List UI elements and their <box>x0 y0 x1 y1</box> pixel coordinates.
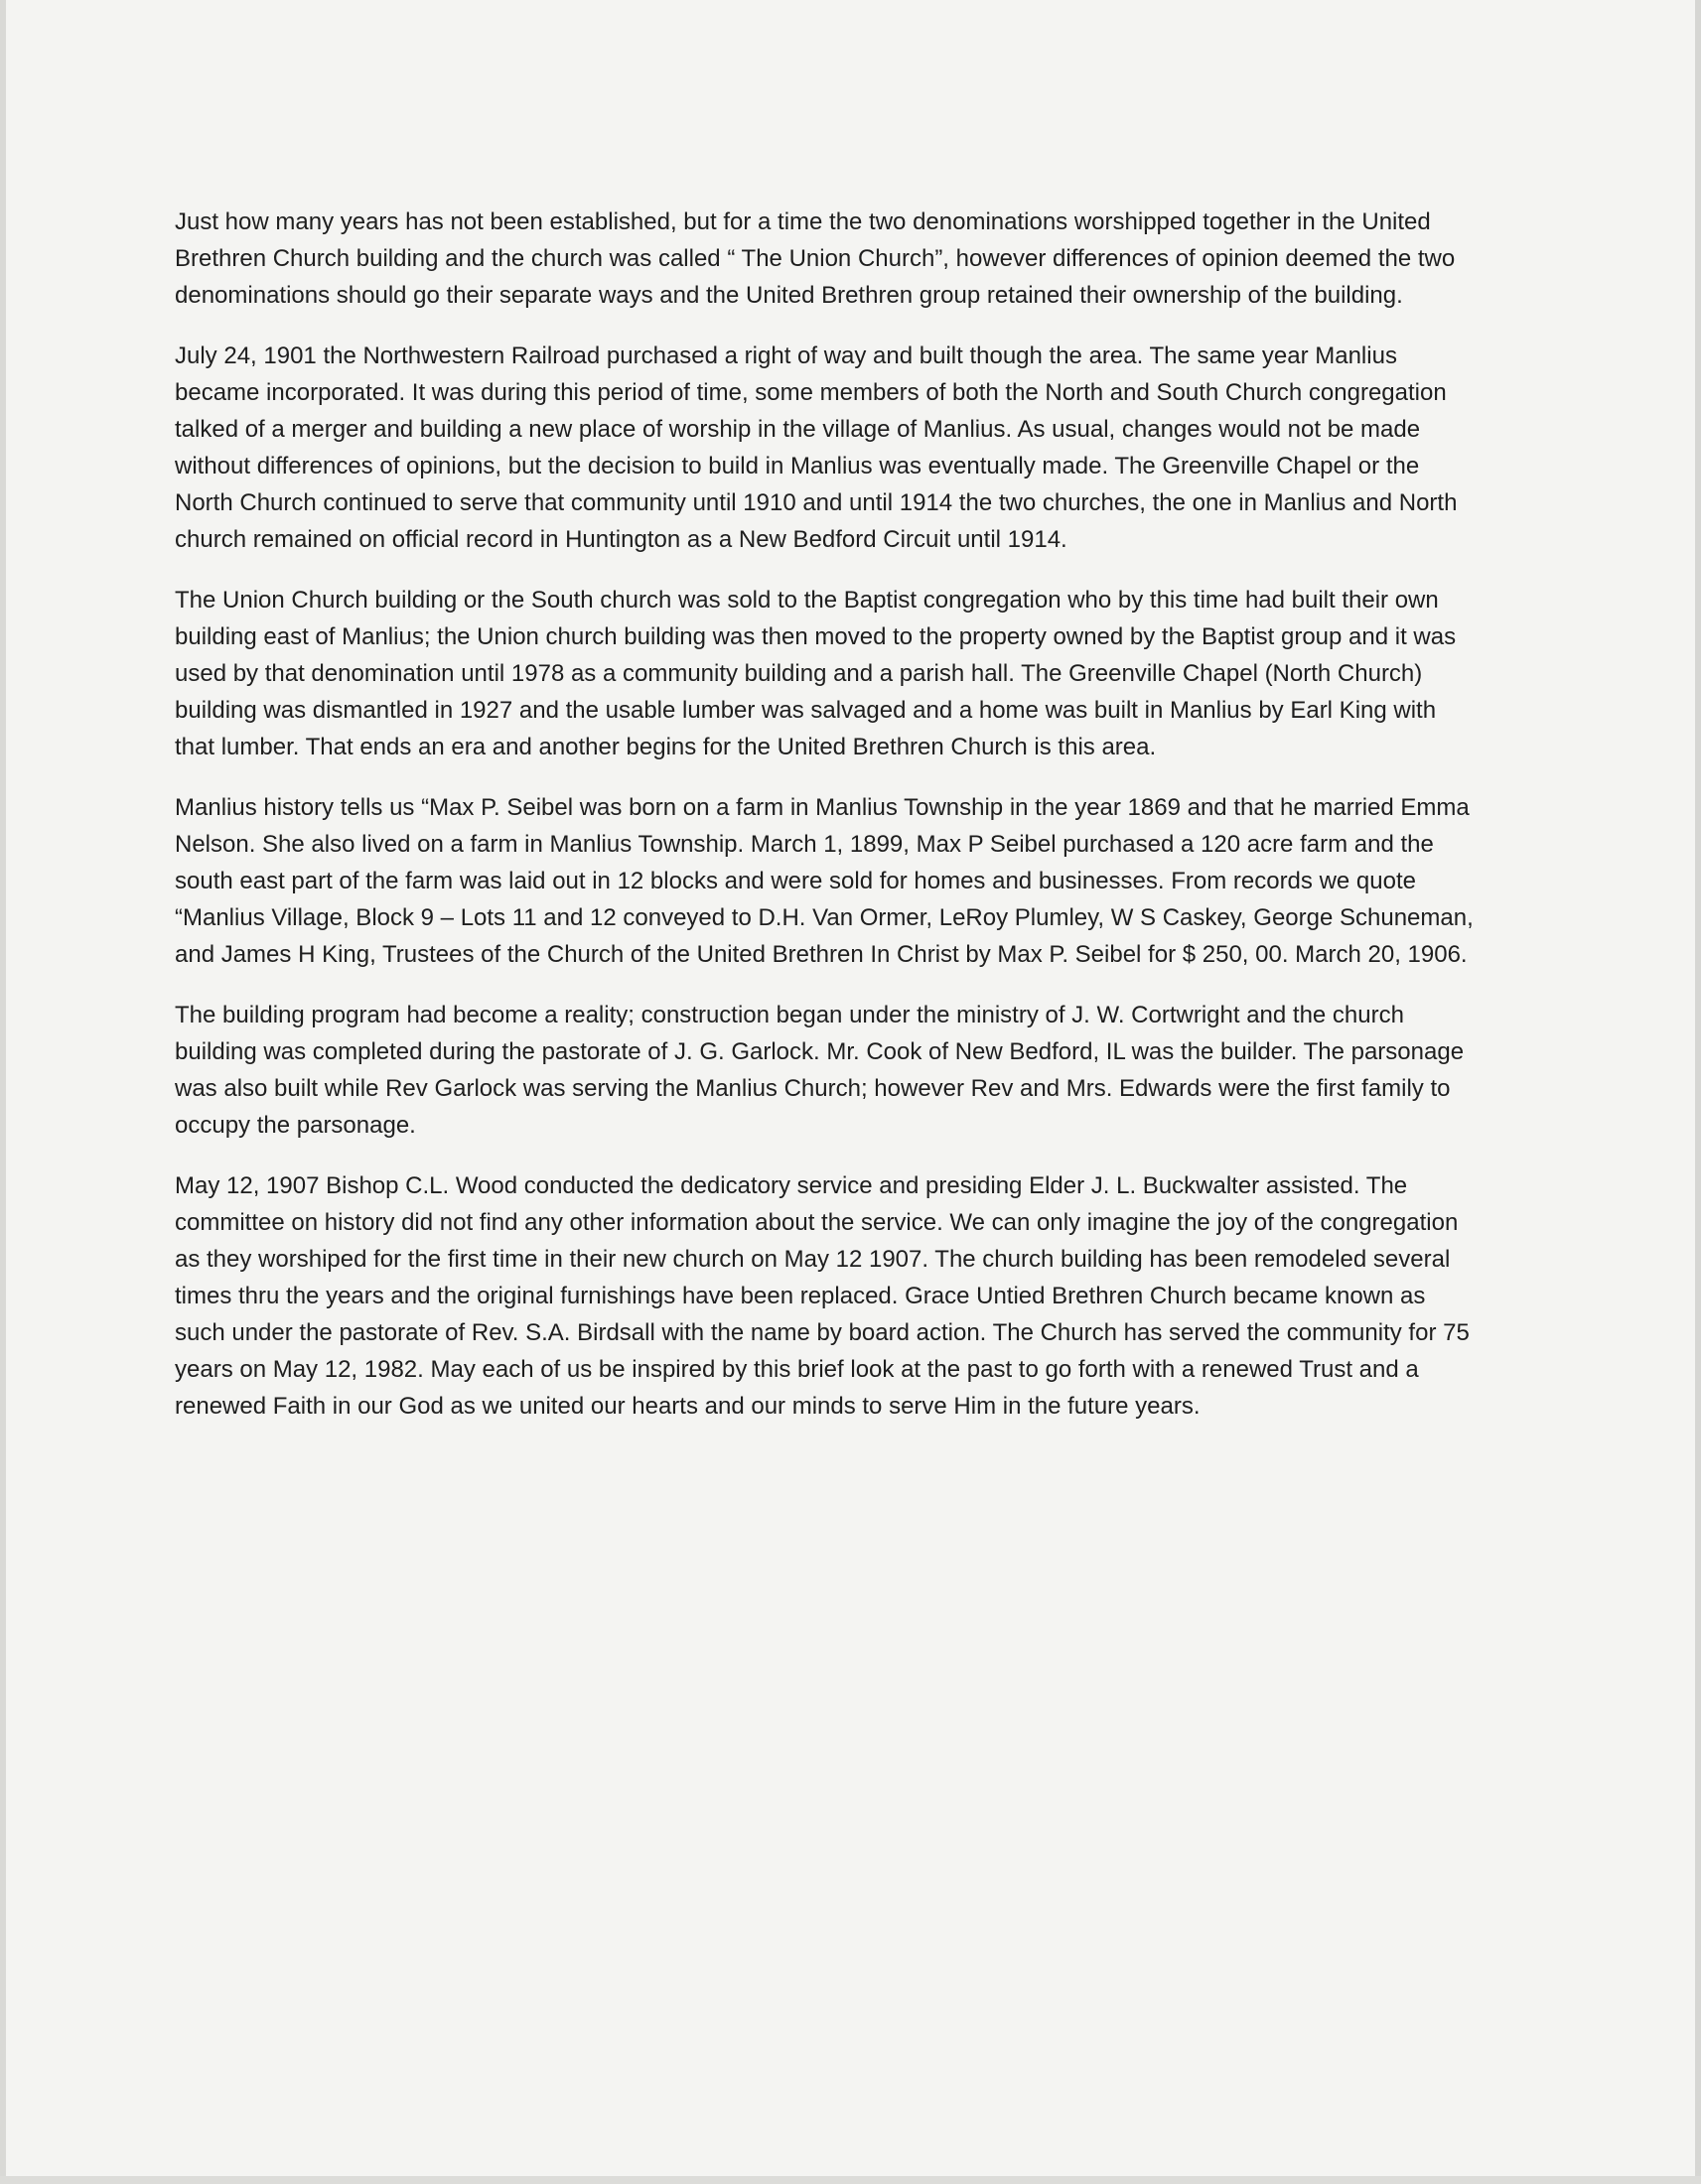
document-body <box>175 204 1476 1425</box>
paragraph-dedication-1907: May 12, 1907 Bishop C.L. Wood conducted the dedicatory service and presiding Elder J. L. Buckwalter assisted. The committee on history did not find any other information about the service. We can only imagine the joy of the congregation as they worshiped for the first time in their new church on May 12 1907. The church building has been remodeled several times thru the years and the original furnishings have been replaced. Grace Untied Brethren Church became known as such under the pastorate of Rev. S.A. Birdsall with the name by board action. The Church has served the community for 75 years on May 12, 1982. May each of us be inspired by this brief look at the past to go forth with a renewed Trust and a renewed Faith in our God as we united our hearts and our minds to serve Him in the future years. <box>175 1172 1470 1420</box>
page-edge-bottom <box>0 2176 1701 2184</box>
page-edge-right <box>1695 0 1701 2184</box>
paragraph-building-program: The building program had become a reality; construction began under the ministry of J. W. Cortwright and the church building was completed during the pastorate of J. G. Garlock. Mr. Cook of New Bedford, IL was the builder. The parsonage was also built while Rev Garlock was serving the Manlius Church; however Rev and Mrs. Edwards were the first family to occupy the parsonage. <box>175 1002 1465 1139</box>
paragraph-railroad-1901: July 24, 1901 the Northwestern Railroad purchased a right of way and built though the area. The same year Manlius became incorporated. It was during this period of time, some members of both the North and South Church congregation talked of a merger and building a new place of worship in the village of Manlius. As usual, changes would not be made without differences of opinions, but the decision to build in Manlius was eventually made. The Greenville Chapel or the North Church continued to serve that community until 1910 and until 1914 the two churches, the one in Manlius and North church remained on official record in Huntington as a New Bedford Circuit until 1914. <box>175 342 1458 553</box>
paragraph-union-church: Just how many years has not been established, but for a time the two denominations worshipped together in the United Brethren Church building and the church was called “ The Union Church”, however differences of opinion deemed the two denominations should go their separate ways and the United Brethren group retained their ownership of the building. <box>175 208 1456 309</box>
paragraph-south-church-sold: The Union Church building or the South church was sold to the Baptist congregation who by this time had built their own building east of Manlius; the Union church building was then moved to the property owned by the Baptist group and it was used by that denomination until 1978 as a community building and a parish hall. The Greenville Chapel (North Church) building was dismantled in 1927 and the usable lumber was salvaged and a home was built in Manlius by Earl King with that lumber. That ends an era and another begins for the United Brethren Church is this area. <box>175 587 1457 760</box>
page-edge-left <box>0 0 6 2184</box>
paragraph-max-seibel: Manlius history tells us “Max P. Seibel was born on a farm in Manlius Township in the year 1869 and that he married Emma Nelson. She also lived on a farm in Manlius Township. March 1, 1899, Max P Seibel purchased a 120 acre farm and the south east part of the farm was laid out in 12 blocks and were sold for homes and businesses. From records we quote “Manlius Village, Block 9 – Lots 11 and 12 conveyed to D.H. Van Ormer, LeRoy Plumley, W S Caskey, George Schuneman, and James H King, Trustees of the Church of the United Brethren In Christ by Max P. Seibel for $ 250, 00. March 20, 1906. <box>175 794 1474 968</box>
